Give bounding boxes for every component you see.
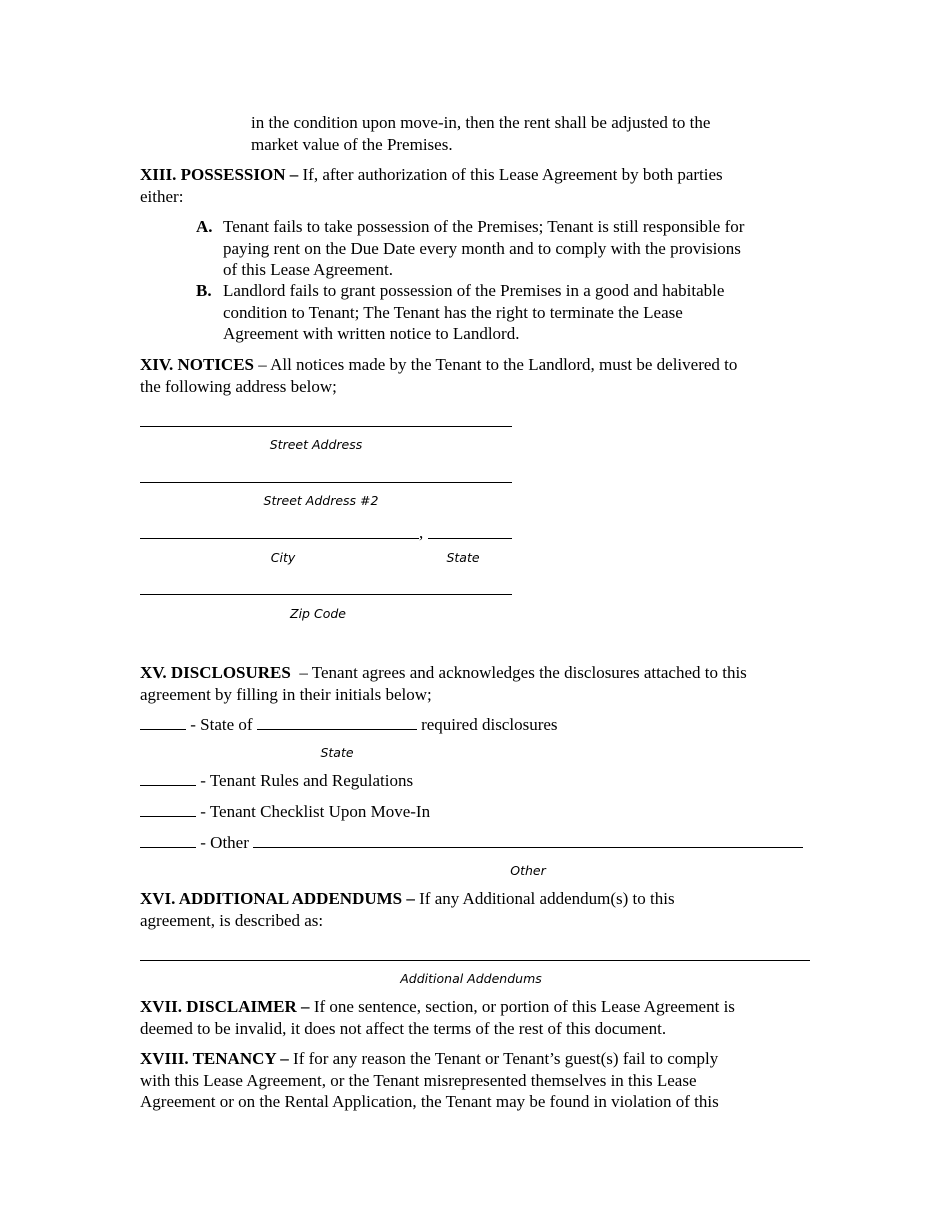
- item-letter: A.: [196, 217, 213, 236]
- item-line: Agreement with written notice to Landlord.: [223, 324, 520, 343]
- item-letter: B.: [196, 281, 212, 300]
- city-label: City: [270, 550, 296, 565]
- addendums-heading: XVI. ADDITIONAL ADDENDUMS –: [140, 889, 415, 908]
- tenancy-line-3: Agreement or on the Rental Application, the Tenant may be found in violation of this: [140, 1092, 719, 1111]
- intro-paragraph: [251, 112, 710, 155]
- additional-addendums-field[interactable]: [140, 960, 810, 961]
- additional-addendums-label: Additional Addendums: [400, 971, 542, 986]
- possession-line-2: either:: [140, 186, 184, 206]
- item-line: Tenant fails to take possession of the Premises; Tenant is still responsible for: [223, 217, 745, 236]
- state-disclosure-initials-field[interactable]: [140, 714, 186, 730]
- possession-heading: XIII. POSSESSION –: [140, 165, 299, 184]
- checklist-text: - Tenant Checklist Upon Move-In: [196, 802, 431, 821]
- disclaimer-line-1: If one sentence, section, or portion of this Lease Agreement is: [309, 997, 735, 1016]
- tenancy-line-1: If for any reason the Tenant or Tenant’s guest(s) fail to comply: [288, 1049, 719, 1068]
- intro-line-2: market value of the Premises.: [251, 134, 453, 154]
- disclosures-line-2: agreement by filling in their initials below;: [140, 684, 432, 704]
- rules-disclosure-row: [140, 770, 820, 792]
- item-line: of this Lease Agreement.: [223, 260, 393, 279]
- city-state-comma: ,: [419, 523, 424, 542]
- addendums-line-2: agreement, is described as:: [140, 910, 324, 930]
- notices-line-2: the following address below;: [140, 376, 337, 396]
- state-disclosure-row: [140, 714, 820, 736]
- other-initials-field[interactable]: [140, 832, 196, 848]
- street-address-2-label: Street Address #2: [263, 493, 379, 508]
- notices-heading: XIV. NOTICES: [140, 355, 255, 374]
- disclosures-section: [140, 662, 820, 705]
- addendums-section: [140, 888, 820, 931]
- zip-code-label: Zip Code: [290, 606, 346, 621]
- street-address-2-field[interactable]: [140, 482, 512, 483]
- state-field[interactable]: [428, 538, 512, 539]
- other-description-field[interactable]: [253, 832, 803, 848]
- item-line: condition to Tenant; The Tenant has the right to terminate the Lease: [223, 302, 683, 322]
- tenancy-heading: XVIII. TENANCY –: [140, 1049, 289, 1068]
- city-field[interactable]: [140, 538, 419, 539]
- state-of-text: - State of: [186, 715, 257, 734]
- item-line: paying rent on the Due Date every month and to comply with the provisions: [223, 238, 741, 258]
- checklist-initials-field[interactable]: [140, 801, 196, 817]
- state-label: State: [446, 550, 480, 565]
- disclaimer-heading: XVII. DISCLAIMER –: [140, 997, 310, 1016]
- rules-text: - Tenant Rules and Regulations: [196, 771, 414, 790]
- required-disclosures-text: required disclosures: [416, 715, 558, 734]
- other-label: Other: [510, 863, 546, 878]
- disclosures-heading: XV. DISCLOSURES: [140, 663, 291, 682]
- tenancy-section: [140, 1048, 820, 1113]
- disclosure-state-label: State: [320, 745, 354, 760]
- addendums-line-1: If any Additional addendum(s) to this: [414, 889, 675, 908]
- state-name-field[interactable]: [257, 714, 417, 730]
- disclaimer-section: [140, 996, 820, 1039]
- notices-section: [140, 354, 820, 397]
- street-address-label: Street Address: [269, 437, 363, 452]
- item-line: Landlord fails to grant possession of the Premises in a good and habitable: [223, 281, 725, 300]
- other-disclosure-row: [140, 832, 820, 854]
- intro-line-1: in the condition upon move-in, then the rent shall be adjusted to the: [251, 113, 711, 132]
- checklist-disclosure-row: [140, 801, 820, 823]
- street-address-field[interactable]: [140, 426, 512, 427]
- zip-code-field[interactable]: [140, 594, 512, 595]
- possession-section: [140, 164, 820, 207]
- possession-line-1: If, after authorization of this Lease Agreement by both parties: [298, 165, 723, 184]
- tenancy-line-2: with this Lease Agreement, or the Tenant misrepresented themselves in this Lease: [140, 1070, 697, 1090]
- disclaimer-line-2: deemed to be invalid, it does not affect the terms of the rest of this document.: [140, 1018, 667, 1038]
- rules-initials-field[interactable]: [140, 770, 196, 786]
- other-text: - Other: [196, 833, 254, 852]
- disclosures-line-1: – Tenant agrees and acknowledges the disclosures attached to this: [290, 663, 747, 682]
- notices-line-1: – All notices made by the Tenant to the Landlord, must be delivered to: [254, 355, 738, 374]
